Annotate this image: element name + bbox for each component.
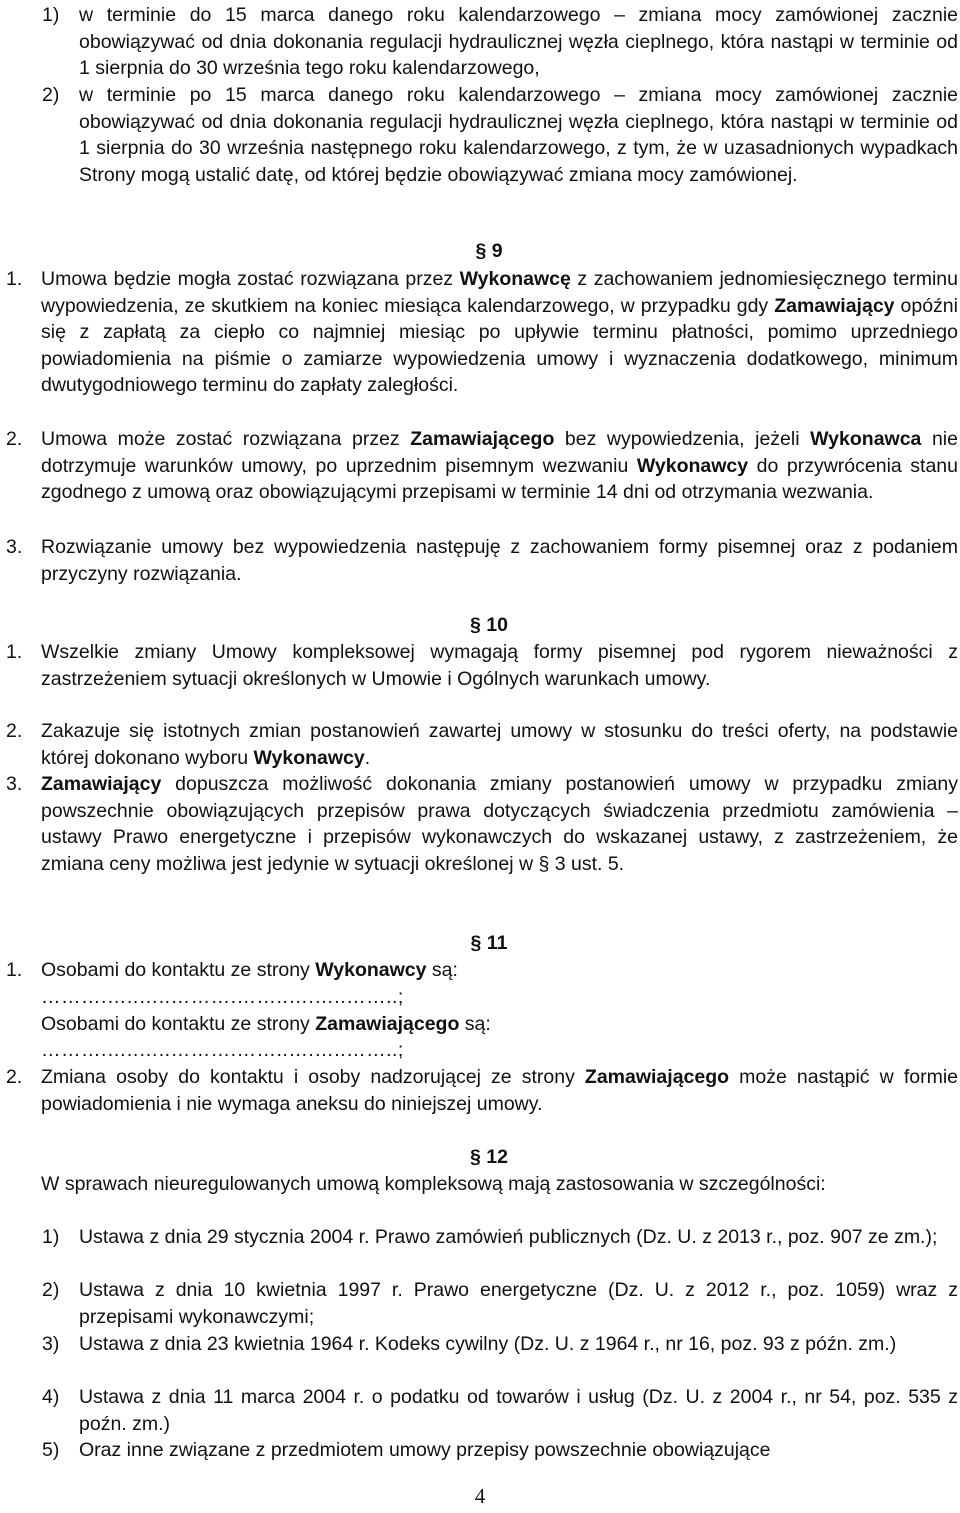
list-text: Oraz inne związane z przedmiotem umowy przepisy powszechnie obowiązujące bbox=[79, 1439, 771, 1461]
bold-term: Zamawiający bbox=[41, 773, 162, 795]
list-number: 2. bbox=[6, 1066, 23, 1088]
list-number: 5) bbox=[42, 1439, 60, 1461]
text-run: . bbox=[364, 746, 371, 769]
list-item bbox=[42, 1277, 958, 1330]
text-run: do przywrócenia stanu zgodnego z umową oraz obowiązującymi przepisami w terminie 14 dni od otrzymania wezwania. bbox=[41, 454, 958, 503]
list-text bbox=[41, 771, 958, 877]
list-number: 1) bbox=[42, 4, 60, 26]
list-text bbox=[41, 266, 958, 399]
text-run: Zakazuje się istotnych zmian postanowień zawartej umowy w stosunku do treści oferty, na podstawie której dokonano wyboru bbox=[41, 720, 958, 769]
list-item bbox=[6, 534, 958, 587]
text-run: z zachowaniem jednomiesięcznego terminu wypowiedzenia, ze skutkiem na koniec miesiąca kalendarzowego, w przypadku gdy bbox=[41, 268, 958, 317]
list-item bbox=[6, 718, 958, 771]
list-item bbox=[42, 82, 958, 188]
list-item bbox=[42, 2, 958, 82]
text-run: bez wypowiedzenia, jeżeli bbox=[554, 428, 811, 450]
list-text bbox=[41, 534, 958, 587]
text-run: Osobami do kontaktu ze strony bbox=[41, 1013, 316, 1035]
bold-term: Wykonawcy bbox=[315, 959, 427, 981]
list-text: Ustawa z dnia 10 kwietnia 1997 r. Prawo energetyczne (Dz. U. z 2012 r., poz. 1059) wraz z przepisami wykonawczymi; bbox=[79, 1279, 958, 1328]
list-number: 3) bbox=[42, 1333, 60, 1355]
list-text bbox=[41, 426, 958, 506]
list-item bbox=[6, 426, 958, 506]
list-item bbox=[6, 771, 958, 877]
text-run: są: bbox=[426, 959, 458, 981]
bold-term: Wykonawca bbox=[810, 428, 922, 450]
text-run: dopuszcza możliwość dokonania zmiany postanowień umowy w przypadku zmiany powszechnie obowiązujących przepisów prawa dotyczących świadczenia przedmiotu zamówienia – ustawy Prawo energetyczne i przepisów wykonawczych do wskazanej ustawy, z zastrzeżeniem, że zmiana ceny możliwa jest jedynie w sytuacji określonej w § 3 ust. 5. bbox=[41, 773, 958, 875]
text-run: Osobami do kontaktu ze strony bbox=[41, 959, 316, 981]
list-number: 3. bbox=[6, 773, 23, 795]
list-text: Ustawa z dnia 11 marca 2004 r. o podatku od towarów i usług (Dz. U. z 2004 r., nr 54, poz. 535 z poźn. zm.) bbox=[79, 1386, 958, 1435]
list-item bbox=[6, 957, 958, 984]
list-number: 1) bbox=[42, 1226, 60, 1248]
list-number: 3. bbox=[6, 536, 23, 558]
section-heading-10: § 10 bbox=[470, 614, 508, 636]
list-item bbox=[6, 1064, 958, 1117]
text-run: są: bbox=[459, 1013, 491, 1035]
section-heading-12: § 12 bbox=[470, 1146, 508, 1168]
list-text bbox=[41, 957, 958, 984]
list-item bbox=[42, 1331, 958, 1358]
section-heading-11: § 11 bbox=[470, 932, 508, 954]
list-text bbox=[41, 718, 958, 771]
page-number: 4 bbox=[474, 1484, 486, 1508]
text-run: może nastąpić w formie powiadomienia i nie wymaga aneksu do niniejszej umowy. bbox=[41, 1066, 958, 1115]
section-heading-9: § 9 bbox=[475, 240, 503, 262]
bold-term: Zamawiający bbox=[774, 294, 895, 317]
list-text: w terminie do 15 marca danego roku kalendarzowego – zmiana mocy zamówionej zacznie obowiązywać od dnia dokonania regulacji hydraulicznej węzła cieplnego, która nastąpi w terminie od 1 sierpnia do 30 września tego roku kalendarzowego, bbox=[79, 4, 958, 79]
list-item bbox=[6, 266, 958, 399]
list-text bbox=[41, 639, 958, 692]
list-text: Ustawa z dnia 23 kwietnia 1964 r. Kodeks cywilny (Dz. U. z 1964 r., nr 16, poz. 93 z późn. zm.) bbox=[79, 1333, 897, 1355]
list-number: 1. bbox=[6, 641, 23, 663]
text-run: opóźni się z zapłatą za ciepło co najmniej miesiąc po upływie terminu płatności, pomimo uprzedniego powiadomienia na piśmie o zamiarze wypowiedzenia umowy i wyznaczenia dodatkowego, minimum dwutygodniowego terminu do zapłaty zaległości. bbox=[41, 294, 958, 396]
list-item bbox=[42, 1224, 958, 1251]
bold-term: Wykonawcy bbox=[636, 454, 749, 477]
list-number: 4) bbox=[42, 1386, 60, 1408]
text-run: nie dotrzymuje warunków umowy, po uprzednim pisemnym wezwaniu bbox=[41, 428, 958, 477]
text-run: Umowa może zostać rozwiązana przez bbox=[41, 428, 411, 450]
bold-term: Zamawiającego bbox=[315, 1013, 460, 1035]
text-run: Rozwiązanie umowy bez wypowiedzenia następuję z zachowaniem formy pisemnej oraz z podaniem przyczyny rozwiązania. bbox=[41, 536, 958, 585]
list-number: 2) bbox=[42, 1279, 60, 1301]
text-run: Umowa będzie mogła zostać rozwiązana przez bbox=[41, 268, 460, 290]
section-intro: W sprawach nieuregulowanych umową kompleksową mają zastosowania w szczególności: bbox=[41, 1173, 826, 1195]
bold-term: Zamawiającego bbox=[410, 428, 555, 450]
list-number: 1. bbox=[6, 959, 23, 981]
placeholder-dots: ……….…..…..……….……..….…..……..; bbox=[41, 986, 404, 1008]
list-item bbox=[42, 1384, 958, 1437]
bold-term: Wykonawcę bbox=[459, 268, 571, 290]
list-text: w terminie po 15 marca danego roku kalendarzowego – zmiana mocy zamówionej zacznie obowiązywać od dnia dokonania regulacji hydraulicznej węzła cieplnego, która nastąpi w terminie od 1 sierpnia do 30 września następnego roku kalendarzowego, z tym, że w uzasadnionych wypadkach Strony mogą ustalić datę, od której będzie obowiązywać zmiana mocy zamówionej. bbox=[79, 84, 958, 186]
list-text bbox=[41, 1064, 958, 1117]
contact-line bbox=[41, 1011, 491, 1038]
list-number: 2. bbox=[6, 720, 23, 742]
placeholder-dots: ……….…..…..……….……..….…..……..; bbox=[41, 1039, 404, 1061]
bold-term: Wykonawcy bbox=[253, 746, 365, 769]
list-number: 1. bbox=[6, 268, 23, 290]
bold-term: Zamawiającego bbox=[584, 1066, 730, 1088]
text-run: Wszelkie zmiany Umowy kompleksowej wymagają formy pisemnej pod rygorem nieważności z zastrzeżeniem sytuacji określonych w Umowie i Ogólnych warunkach umowy. bbox=[41, 641, 958, 690]
list-item bbox=[6, 639, 958, 692]
list-item bbox=[42, 1437, 958, 1464]
list-number: 2) bbox=[42, 84, 60, 106]
text-run: Zmiana osoby do kontaktu i osoby nadzorującej ze strony bbox=[41, 1066, 585, 1088]
list-text: Ustawa z dnia 29 stycznia 2004 r. Prawo zamówień publicznych (Dz. U. z 2013 r., poz. 907 ze zm.); bbox=[79, 1226, 938, 1248]
list-number: 2. bbox=[6, 428, 23, 450]
